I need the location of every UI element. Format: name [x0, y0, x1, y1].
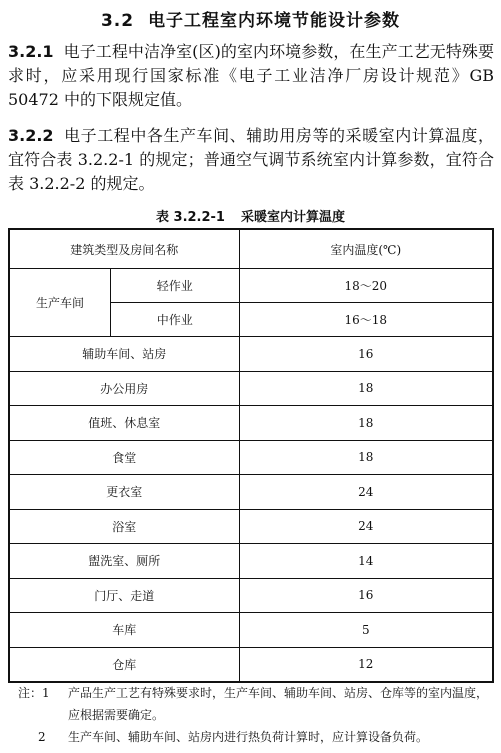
group-name-cell: 生产车间 — [9, 269, 111, 337]
table-notes — [18, 682, 494, 748]
table-row — [9, 475, 493, 510]
room-name-cell: 值班、休息室 — [9, 406, 239, 441]
temp-cell: 16 — [239, 337, 493, 372]
clause-number: 3.2.2 — [8, 126, 54, 145]
sub-name-cell: 中作业 — [111, 303, 239, 337]
note-item — [18, 726, 494, 748]
table-row — [9, 647, 493, 682]
note-text: 产品生产工艺有特殊要求时，生产车间、辅助车间、站房、仓库等的室内温度，应根据需要确定。 — [68, 686, 489, 722]
table-row — [9, 406, 493, 441]
room-name-cell: 盥洗室、厕所 — [9, 544, 239, 579]
header-indoor-temp: 室内温度(℃) — [239, 229, 493, 269]
room-name-cell: 食堂 — [9, 440, 239, 475]
paragraph-3-2-1 — [8, 40, 494, 112]
room-name-cell: 辅助车间、站房 — [9, 337, 239, 372]
room-name-cell: 更衣室 — [9, 475, 239, 510]
clause-number: 3.2.1 — [8, 42, 54, 61]
section-title — [0, 6, 501, 31]
note-number: 2 — [38, 730, 46, 744]
temp-cell: 18 — [239, 406, 493, 441]
temp-cell: 16～18 — [239, 303, 493, 337]
table-row — [9, 544, 493, 579]
paragraph-3-2-2 — [8, 124, 494, 196]
temp-cell: 18 — [239, 440, 493, 475]
note-text: 生产车间、辅助车间、站房内进行热负荷计算时，应计算设备负荷。 — [68, 730, 429, 744]
note-item — [18, 682, 494, 726]
section-number: 3.2 — [100, 11, 135, 31]
header-building-type: 建筑类型及房间名称 — [9, 229, 239, 269]
note-number: 1 — [42, 686, 50, 700]
table-caption — [0, 206, 501, 225]
room-name-cell: 门厅、走道 — [9, 578, 239, 613]
clause-text: 电子工程中各生产车间、辅助用房等的采暖室内计算温度，宜符合表 3.2.2-1 的规定；普通空气调节系统室内计算参数，宜符合表 3.2.2-2 的规定。 — [8, 126, 494, 193]
clause-text: 电子工程中洁净室(区)的室内环境参数，在生产工艺无特殊要求时，应采用现行国家标准《电子工业洁净厂房设计规范》GB 50472 中的下限规定值。 — [8, 42, 494, 109]
table-row — [9, 509, 493, 544]
table-number: 表 3.2.2-1 — [156, 210, 225, 225]
notes-label: 注： — [18, 686, 43, 700]
room-name-cell: 车库 — [9, 613, 239, 648]
room-name-cell: 浴室 — [9, 509, 239, 544]
temp-cell: 24 — [239, 509, 493, 544]
temp-cell: 16 — [239, 578, 493, 613]
table-title: 采暖室内计算温度 — [240, 210, 345, 225]
temp-cell: 18 — [239, 371, 493, 406]
table-row — [9, 613, 493, 648]
temp-cell: 12 — [239, 647, 493, 682]
table-header-row — [9, 229, 493, 269]
room-name-cell: 仓库 — [9, 647, 239, 682]
temp-cell: 14 — [239, 544, 493, 579]
table-row — [9, 337, 493, 372]
table-row — [9, 440, 493, 475]
heating-temperature-table — [8, 228, 494, 683]
sub-name-cell: 轻作业 — [111, 269, 239, 303]
temp-cell: 24 — [239, 475, 493, 510]
table-row — [9, 578, 493, 613]
section-heading: 电子工程室内环境节能设计参数 — [148, 11, 401, 31]
room-name-cell: 办公用房 — [9, 371, 239, 406]
table-row — [9, 371, 493, 406]
temp-cell: 5 — [239, 613, 493, 648]
temp-cell: 18～20 — [239, 269, 493, 303]
table-row — [9, 269, 493, 303]
